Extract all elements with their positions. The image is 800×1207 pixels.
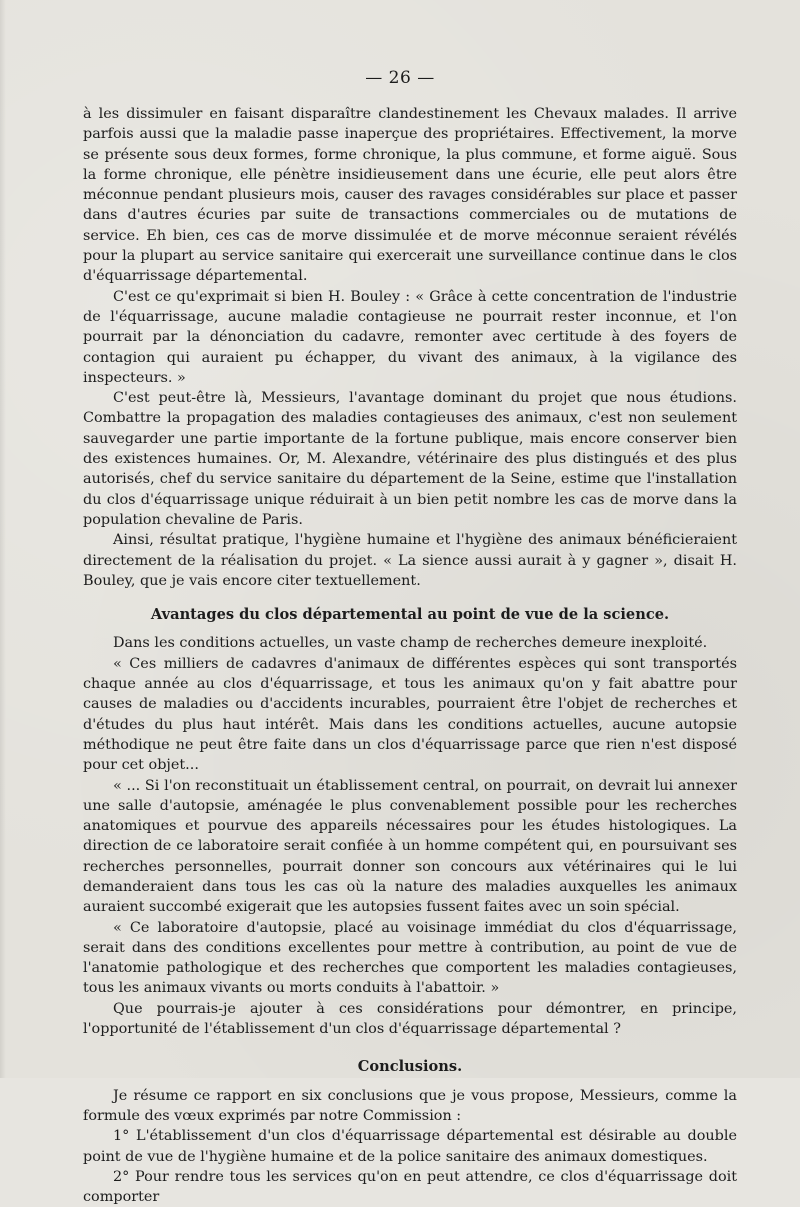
paragraph-3: C'est peut-être là, Messieurs, l'avantage dominant du projet que nous étudions. Combattre la propagation des maladies contagieuses des animaux, c'est non seulement sauvegarder une partie importante de la fortune publique, mais encore conserver bien des existences humaines. Or, M. Alexandre, vétérinaire des plus distingués et des plus autorisés, chef du service sanitaire du département de la Seine, estime que l'installation du clos d'équarrissage unique réduirait à un bien petit nombre les cas de morve dans la population chevaline de Paris. (83, 390, 737, 528)
paragraph-2: C'est ce qu'exprimait si bien H. Bouley : « Grâce à cette concentration de l'industrie de l'équarrissage, aucune maladie contagieuse ne pourrait rester inconnue, et l'on pourrait par la dénonciation du cadavre, remonter avec certitude à des foyers de contagion qui auraient pu échapper, du vivant des animaux, à la vigilance des inspecteurs. » (83, 288, 737, 386)
paragraph-8: « Ce laboratoire d'autopsie, placé au voisinage immédiat du clos d'équarrissage, serait dans des conditions excellentes pour mettre à contribution, au point de vue de l'anatomie pathologique et des recherches que comportent les maladies contagieuses, tous les animaux vivants ou morts conduits à l'abattoir. » (83, 919, 737, 997)
page-edge-shadow (0, 0, 6, 1078)
paragraph-1: à les dissimuler en faisant disparaître clandestinement les Chevaux malades. Il arrive parfois aussi que la maladie passe inaperçue des propriétaires. Effectivement, la morve se présente sous deux formes, forme chronique, la plus commune, et forme aiguë. Sous la forme chronique, elle pénètre insidieusement dans une écurie, elle peut alors être méconnue pendant plusieurs mois, causer des ravages considérables sur place et passer dans d'autres écuries par suite de transactions commerciales ou de mutations de service. Eh bien, ces cas de morve dissimulée et de morve méconnue seraient révélés pour la plupart au service sanitaire qui exercerait une surveillance continue dans le clos d'équarrissage départemental. (83, 106, 737, 285)
paragraph-4: Ainsi, résultat pratique, l'hygiène humaine et l'hygiène des animaux bénéficieraient directement de la réalisation du projet. « La sience aussi aurait à y gagner », disait H. Bouley, que je vais encore citer textuellement. (83, 532, 737, 589)
page-number: — 26 — (365, 68, 435, 88)
paragraph-10: Je résume ce rapport en six conclusions que je vous propose, Messieurs, comme la formule des vœux exprimés par notre Commission : (83, 1087, 737, 1124)
conclusion-item-2: 2° Pour rendre tous les services qu'on en peut attendre, ce clos d'équarrissage doit comporter (83, 1168, 737, 1206)
paragraph-6: « Ces milliers de cadavres d'animaux de différentes espèces qui sont transportés chaque année au clos d'équarrissage, et tous les animaux qu'on y fait abattre pour causes de maladies ou d'accidents incurables, pourraient être l'objet de recherches et d'études du plus haut intérêt. Mais dans les conditions actuelles, aucune autopsie méthodique ne peut être faite dans un clos d'équarrissage parce que rien n'est disposé pour cet objet... (83, 655, 737, 774)
conclusion-item-1: 1° L'établissement d'un clos d'équarrissage départemental est désirable au double point de vue de l'hygiène humaine et de la police sanitaire des animaux domestiques. (83, 1128, 737, 1165)
paragraph-7: « ... Si l'on reconstituait un établissement central, on pourrait, on devrait lui annexer une salle d'autopsie, aménagée le plus convenablement possible pour les recherches anatomiques et pourvue des appareils nécessaires pour les études histologiques. La direction de ce laboratoire serait confiée à un homme compétent qui, en poursuivant ses recherches personnelles, pourrait donner son concours aux vétérinaires qui le lui demanderaient dans tous les cas où la nature des maladies auxquelles les animaux auraient succombé exigerait que les autopsies fussent faites avec un soin spécial. (83, 777, 737, 916)
document-body (83, 104, 737, 1207)
paragraph-9: Que pourrais-je ajouter à ces considérations pour démontrer, en principe, l'opportunité de l'établissement d'un clos d'équarrissage départemental ? (83, 1000, 737, 1038)
paragraph-5: Dans les conditions actuelles, un vaste champ de recherches demeure inexploité. (113, 635, 708, 652)
section-heading-science: Avantages du clos départemental au point de vue de la science. (150, 606, 670, 624)
section-heading-conclusions: Conclusions. (357, 1058, 463, 1076)
